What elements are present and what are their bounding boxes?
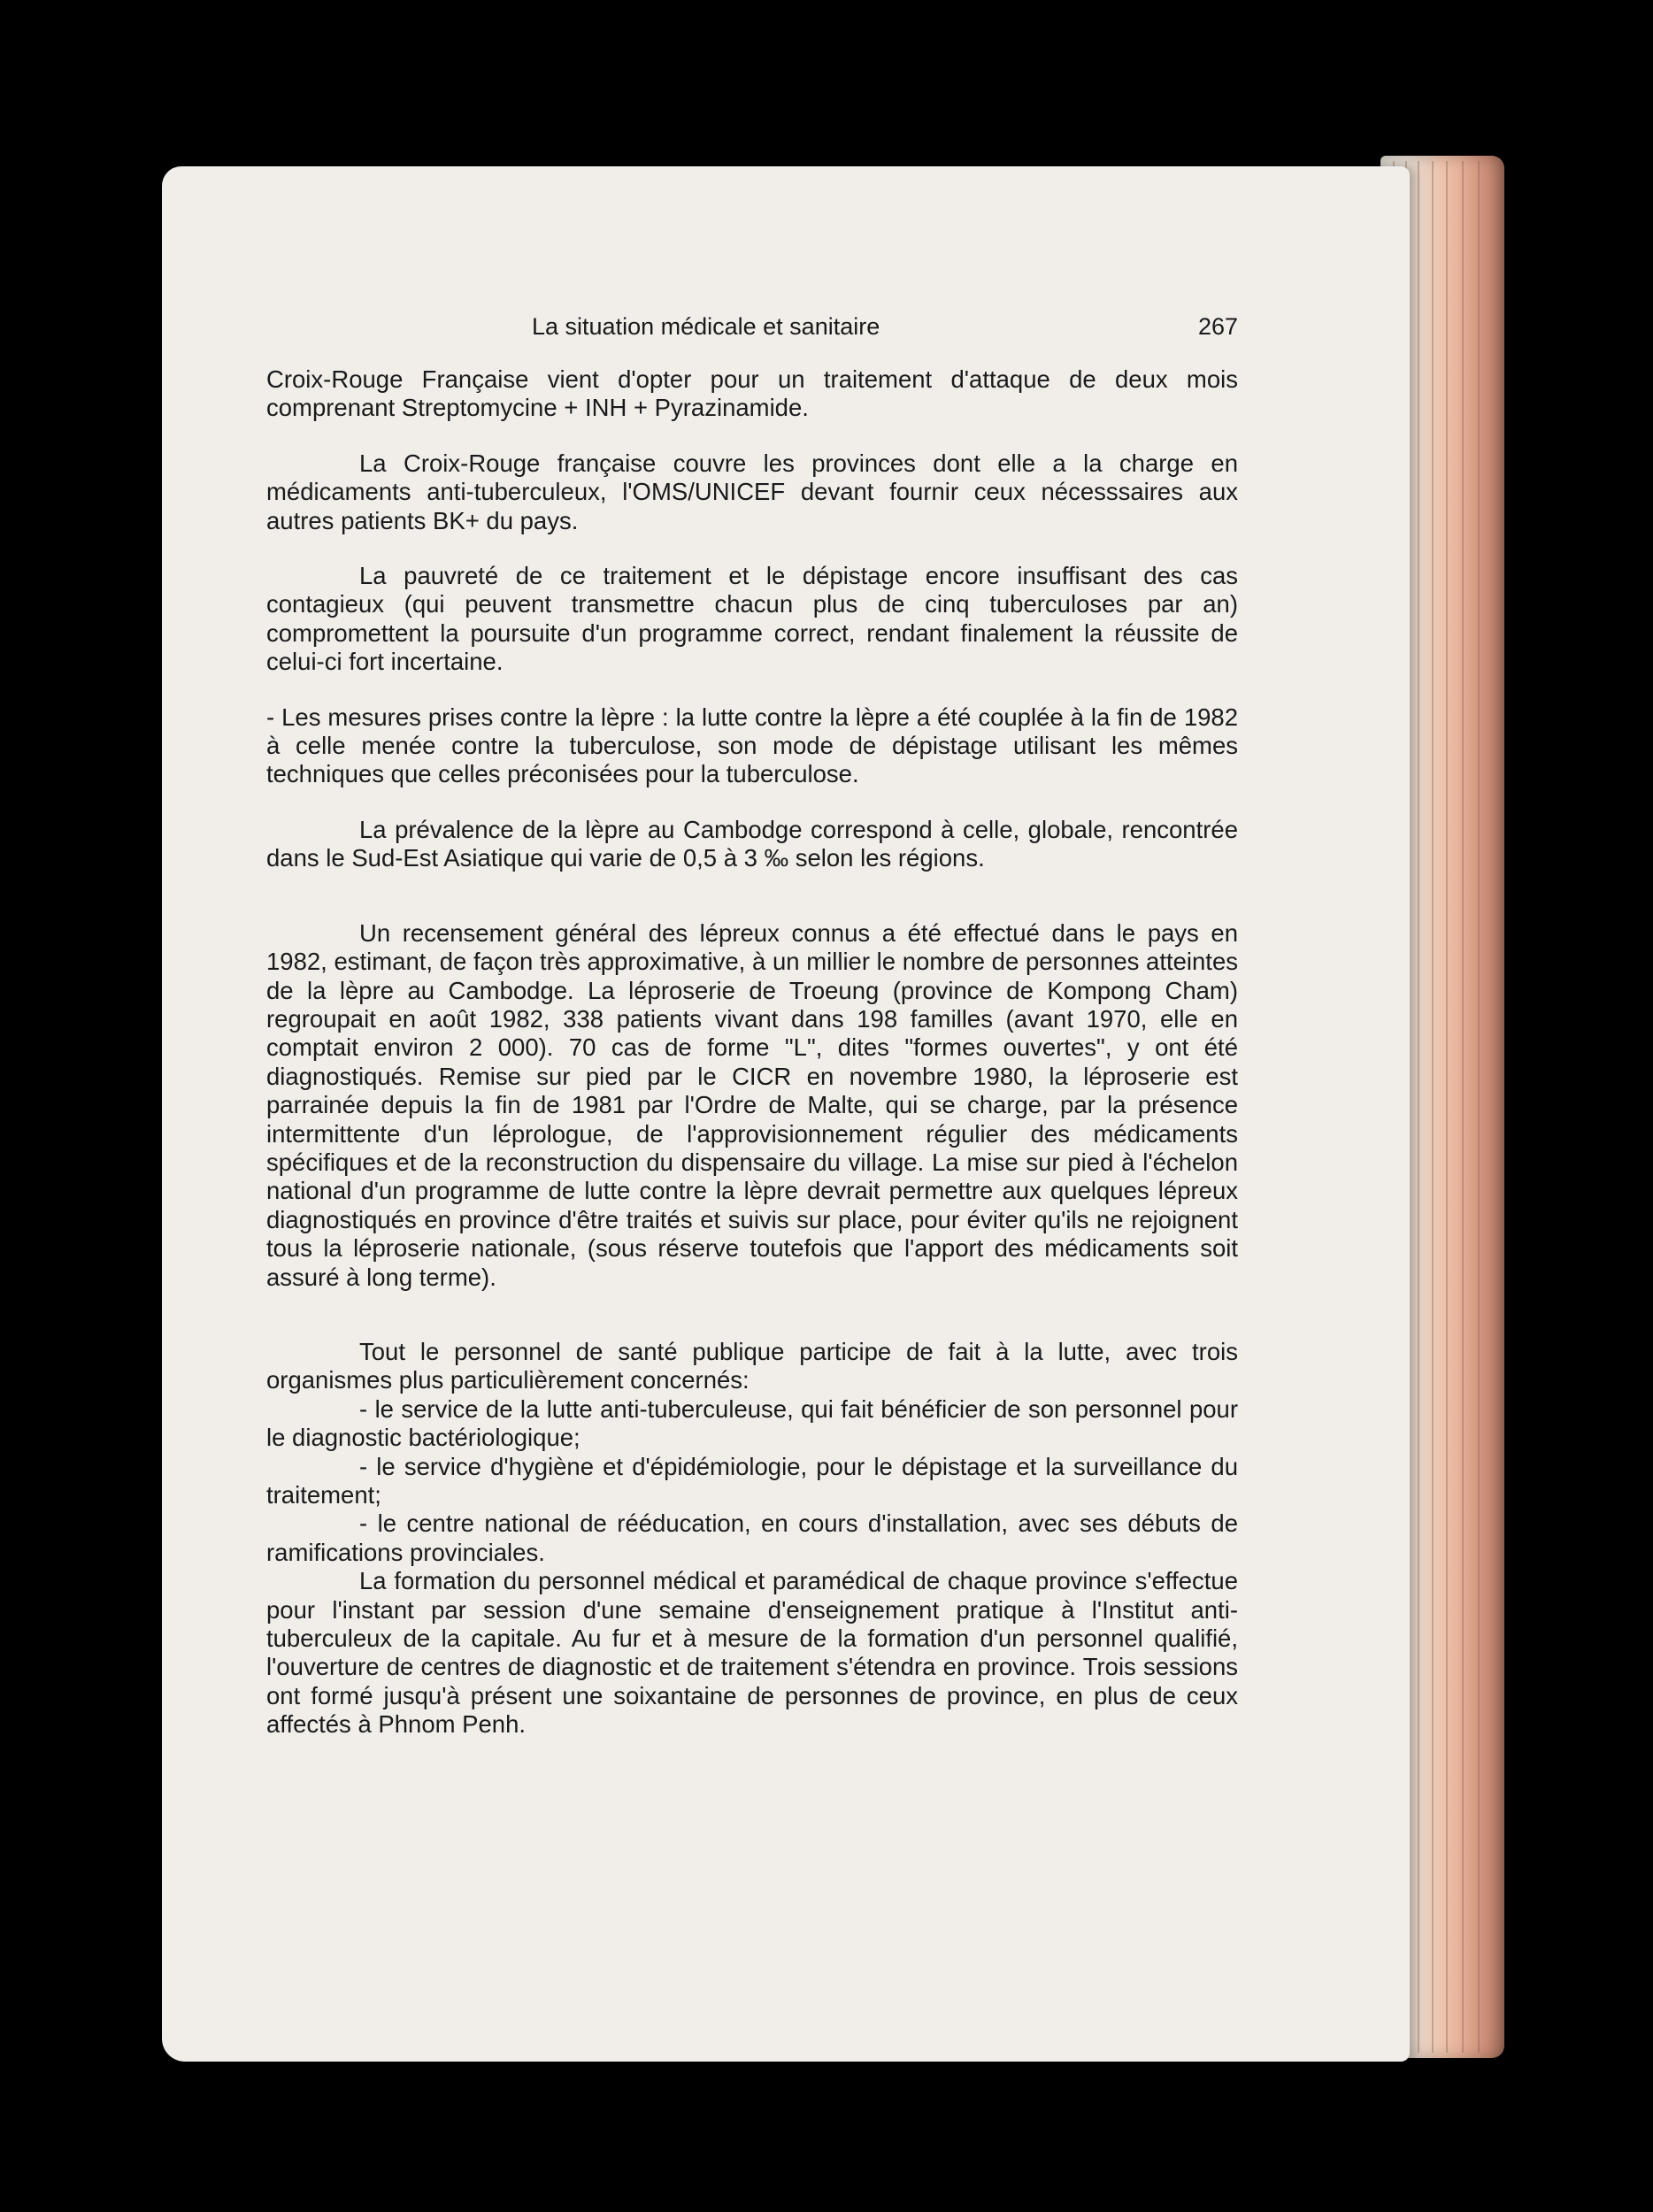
page-body — [266, 365, 1238, 1766]
paragraph: Croix-Rouge Française vient d'opter pour un traitement d'attaque de deux mois comprenant Streptomycine + INH + Pyrazinamide. — [266, 365, 1238, 422]
paragraph: La prévalence de la lèpre au Cambodge correspond à celle, globale, rencontrée dans le Sud-Est Asiatique qui varie de 0,5 à 3 ‰ selon les régions. — [266, 815, 1238, 872]
paragraph: Un recensement général des lépreux connus a été effectué dans le pays en 1982, estimant, de façon très approximative, à un millier le nombre de personnes atteintes de la lèpre au Cambodge. La léproserie de Troeung (province de Kompong Cham) regroupait en août 1982, 338 patients vivant dans 198 familles (avant 1970, elle en comptait environ 2 000). 70 cas de forme "L", dites "formes ouvertes", y ont été diagnostiqués. Remise sur pied par le CICR en novembre 1980, la léproserie est parrainée depuis la fin de 1981 par l'Ordre de Malte, qui se charge, par la présence intermittente d'un léprologue, de l'approvisionnement régulier des médicaments spécifiques et de la reconstruction du dispensaire du village. La mise sur pied à l'échelon national d'un programme de lutte contre la lèpre devrait permettre aux quelques lépreux diagnostiqués en province d'être traités et suivis sur place, pour éviter qu'ils ne rejoignent tous la léproserie nationale, (sous réserve toutefois que l'apport des médicaments soit assuré à long terme). — [266, 918, 1238, 1291]
list-item: - le centre national de rééducation, en cours d'installation, avec ses débuts de ramifications provinciales. — [266, 1509, 1238, 1566]
paragraph: - Les mesures prises contre la lèpre : la lutte contre la lèpre a été couplée à la fin de 1982 à celle menée contre la tuberculose, son mode de dépistage utilisant les mêmes techniques que celles préconisées pour la tuberculose. — [266, 703, 1238, 788]
list-item: - le service de la lutte anti-tuberculeuse, qui fait bénéficier de son personnel pour le diagnostic bactériologique; — [266, 1394, 1238, 1452]
paragraph: La formation du personnel médical et paramédical de chaque province s'effectue pour l'instant par session d'une semaine d'enseignement pratique à l'Institut anti-tuberculeux de la capitale. Au fur et à mesure de la formation d'un personnel qualifié, l'ouverture de centres de diagnostic et de traitement s'étendra en province. Trois sessions ont formé jusqu'à présent une soixantaine de personnes de province, en plus de ceux affectés à Phnom Penh. — [266, 1567, 1238, 1739]
running-head — [266, 312, 1238, 342]
paragraph: La Croix-Rouge française couvre les provinces dont elle a la charge en médicaments anti-tuberculeux, l'OMS/UNICEF devant fournir ceux nécesssaires aux autres patients BK+ du pays. — [266, 449, 1238, 534]
paragraph: La pauvreté de ce traitement et le dépistage encore insuffisant des cas contagieux (qui peuvent transmettre chacun plus de cinq tuberculoses par an) compromettent la poursuite d'un programme correct, rendant finalement la réussite de celui-ci fort incertaine. — [266, 562, 1238, 676]
book-page — [162, 166, 1410, 2062]
page-number: 267 — [1197, 313, 1238, 340]
list-item: - le service d'hygiène et d'épidémiologie, pour le dépistage et la surveillance du traitement; — [266, 1452, 1238, 1509]
paragraph: Tout le personnel de santé publique participe de fait à la lutte, avec trois organismes plus particulièrement concernés: — [266, 1337, 1238, 1394]
running-head-title: La situation médicale et sanitaire — [532, 313, 880, 340]
